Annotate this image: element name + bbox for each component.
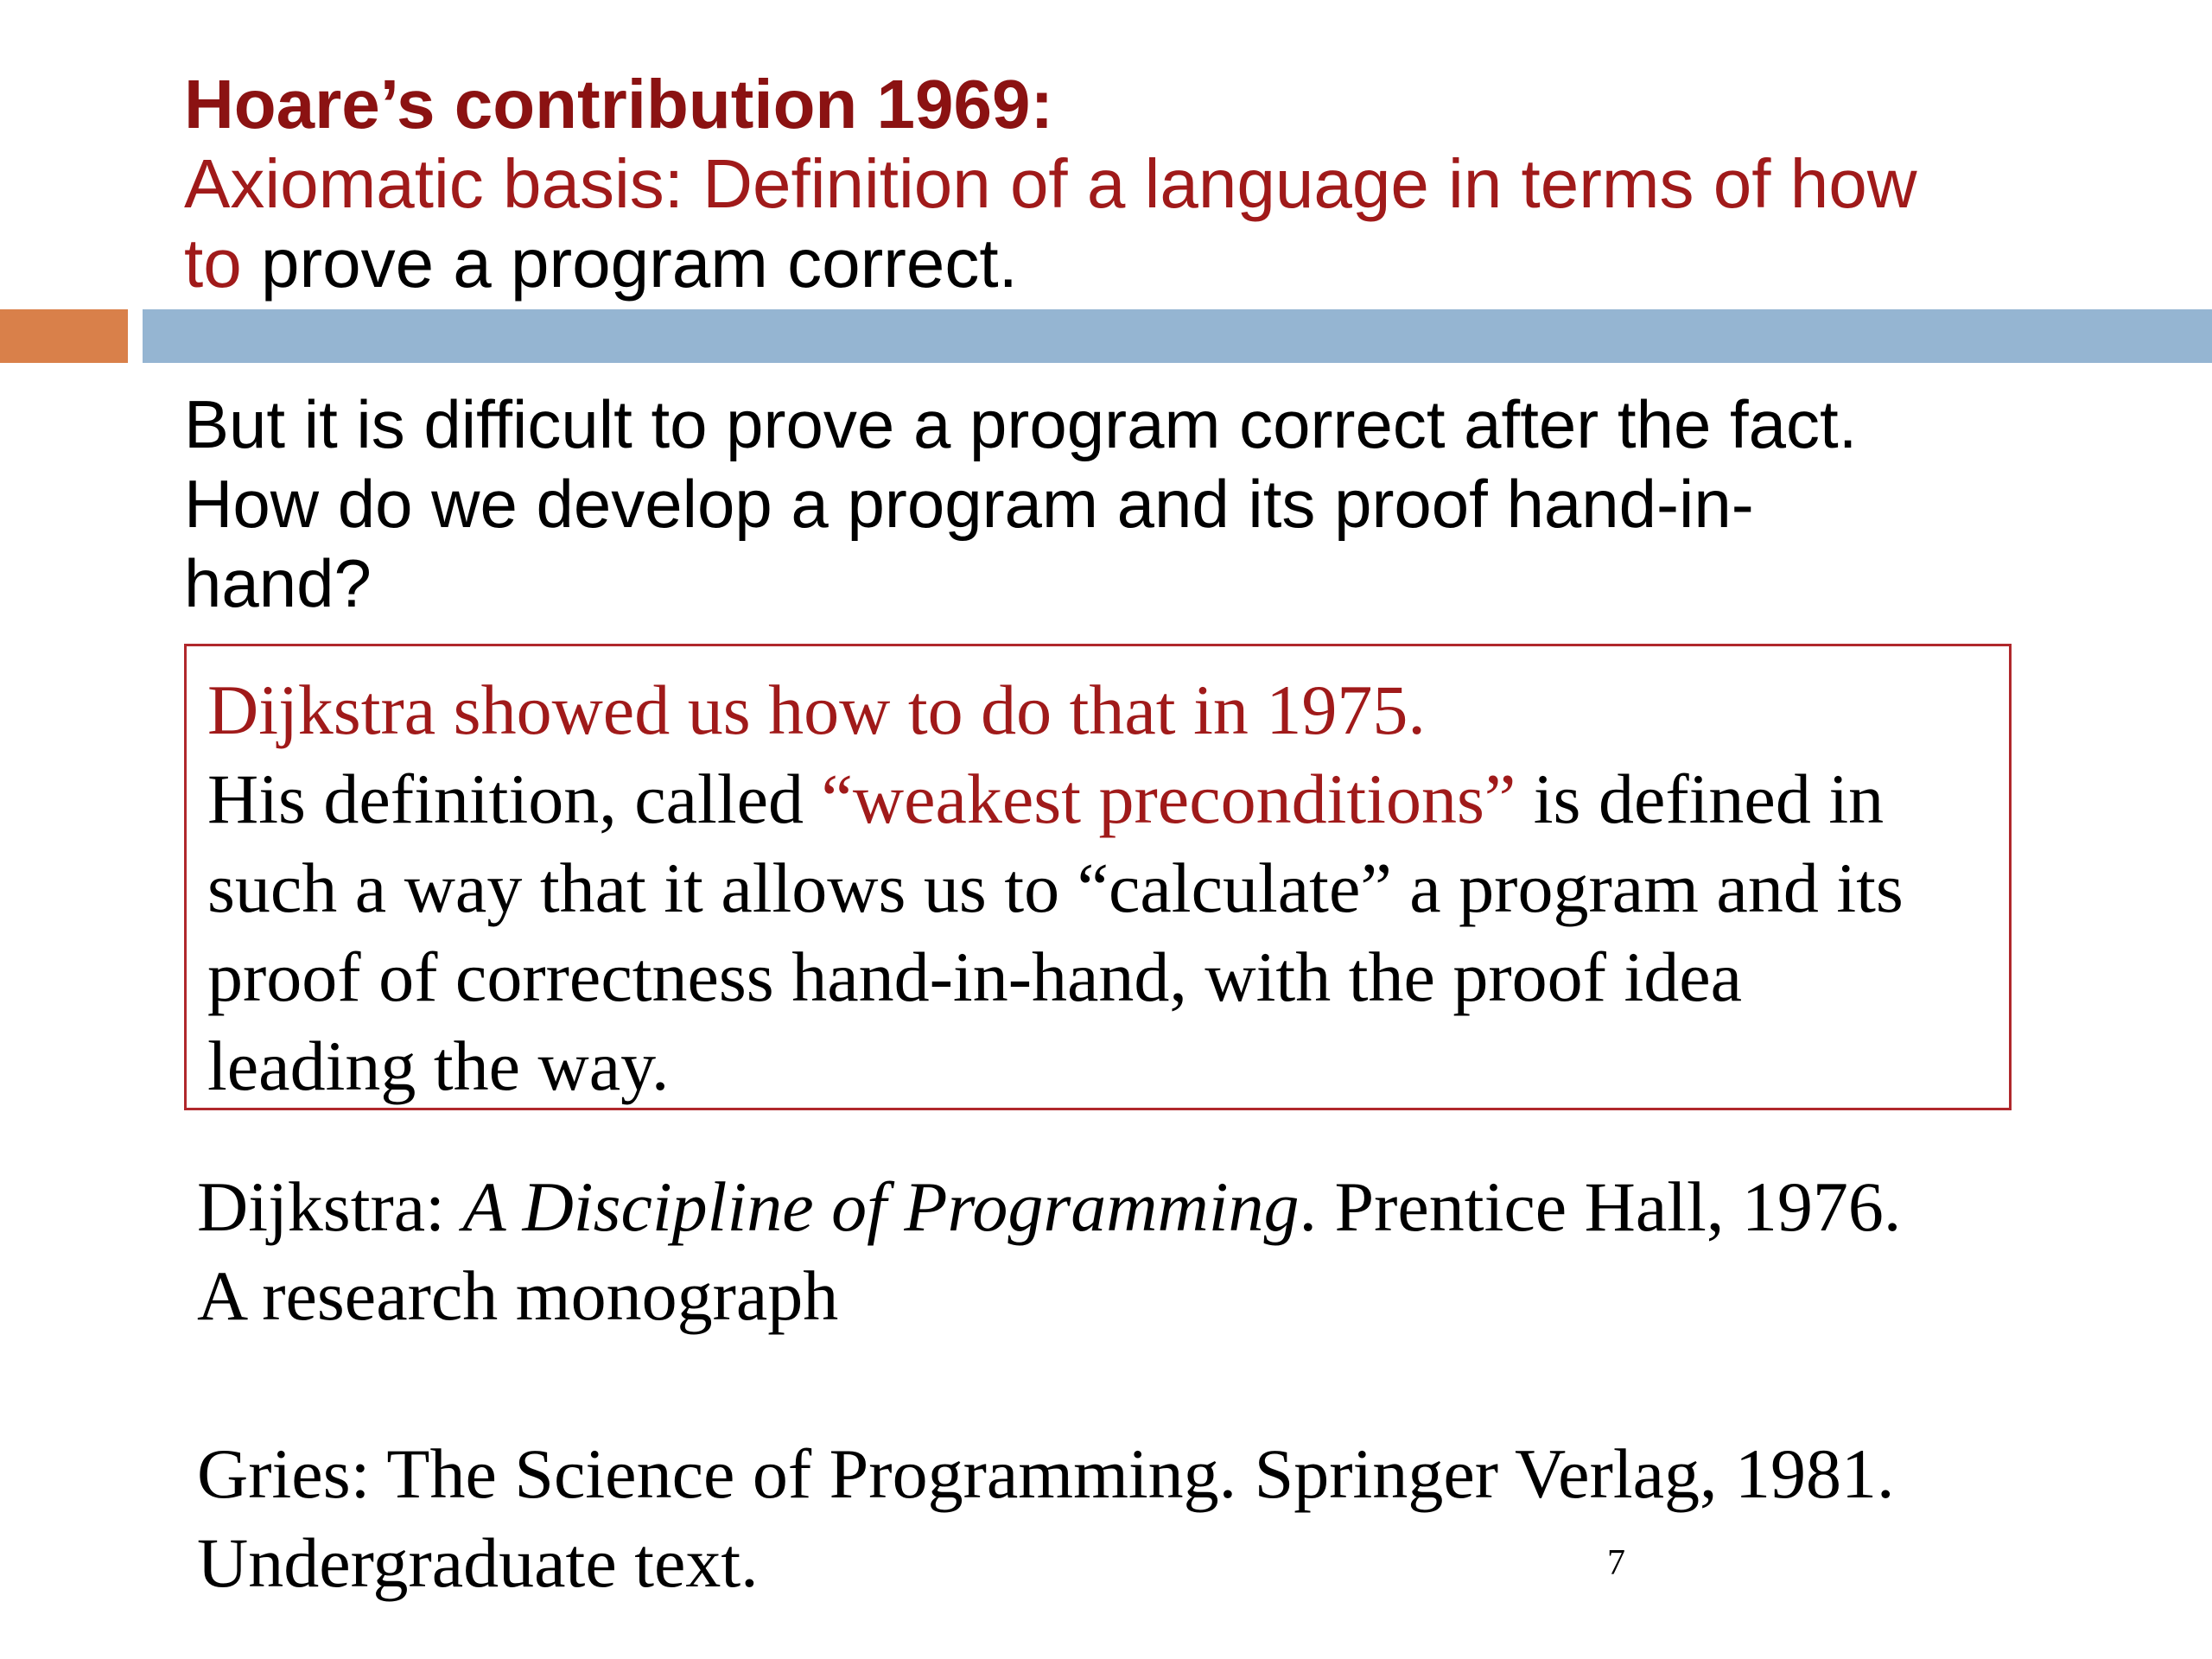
- weakest-preconditions-term: “weakest preconditions”: [821, 760, 1516, 838]
- reference-dijkstra: [197, 1162, 2141, 1251]
- reference-gries-note: Undergraduate text.: [197, 1523, 759, 1602]
- reference-gries: Gries: The Science of Programming. Springer Verlag, 1981.: [197, 1434, 1895, 1513]
- dijkstra-highlight-box: [184, 644, 2012, 1110]
- question-paragraph: [184, 385, 2111, 623]
- question-line-3: hand?: [184, 545, 372, 621]
- reference-dijkstra-publisher: . Prentice Hall, 1976.: [1299, 1167, 1902, 1246]
- reference-dijkstra-title: A Discipline of Programming: [462, 1167, 1300, 1246]
- subtitle-line-2-black: prove a program correct.: [241, 225, 1018, 302]
- subtitle-line-1: Axiomatic basis: Definition of a language in terms of how: [184, 145, 1917, 222]
- subtitle-line-2-red: to: [184, 225, 242, 302]
- reference-spacer: [197, 1340, 2141, 1429]
- slide-heading: Hoare’s contribution 1969:: [184, 66, 1054, 143]
- slide-title-block: [184, 65, 2111, 303]
- box-line-3: such a way that it allows us to “calculate” a program and its: [207, 849, 1904, 927]
- box-line-4: proof of correctness hand-in-hand, with the proof idea: [207, 938, 1743, 1016]
- page-number: 7: [1607, 1543, 1625, 1583]
- question-line-2: How do we develop a program and its proof hand-in-: [184, 466, 1754, 542]
- reference-dijkstra-author: Dijkstra:: [197, 1167, 463, 1246]
- orange-accent-bar: [0, 309, 128, 363]
- box-line-2: [207, 754, 1988, 843]
- box-line-5: leading the way.: [207, 1027, 670, 1105]
- box-line-1: Dijkstra showed us how to do that in 1975.: [207, 671, 1426, 749]
- question-line-1: But it is difficult to prove a program correct after the fact.: [184, 386, 1858, 462]
- subtitle-line-2: [184, 224, 2111, 303]
- reference-dijkstra-note: A research monograph: [197, 1256, 839, 1335]
- box-line-2-start: His definition, called: [207, 760, 822, 838]
- box-line-2-end: is defined in: [1516, 760, 1885, 838]
- references: [197, 1162, 2141, 1607]
- blue-accent-bar: [143, 309, 2212, 363]
